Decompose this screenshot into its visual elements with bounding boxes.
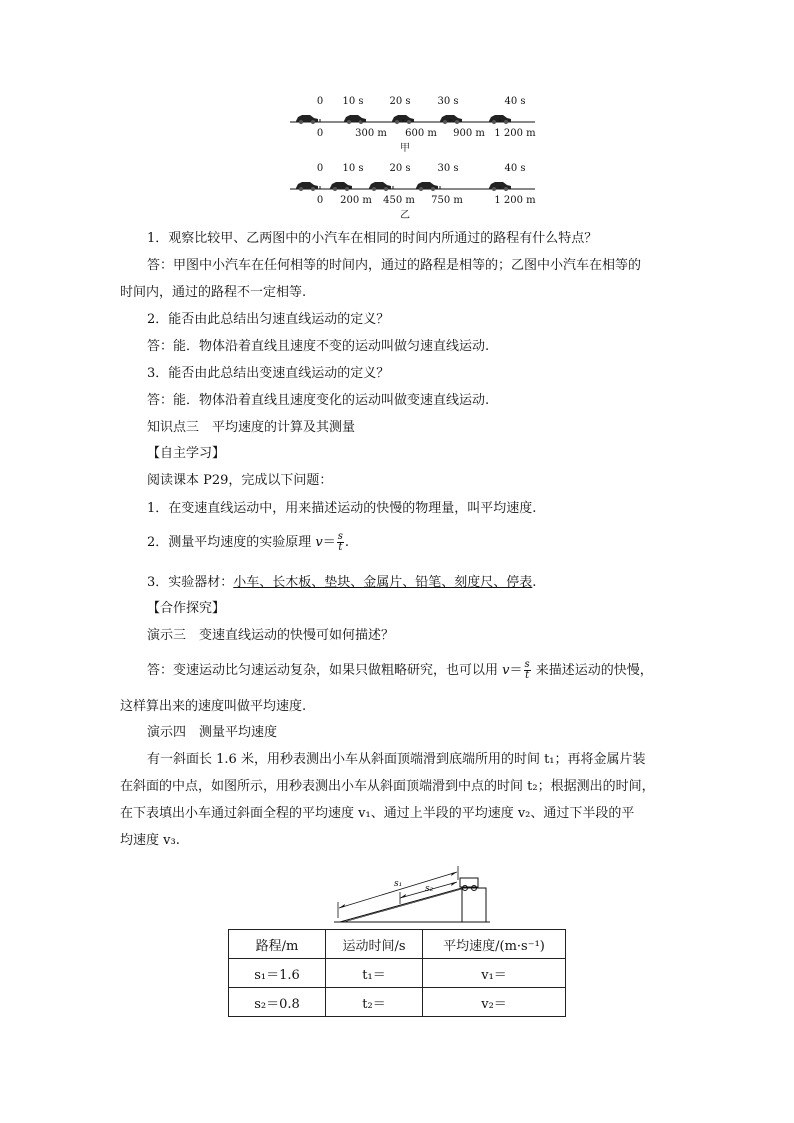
- time-label: 20 s: [389, 163, 411, 174]
- car-icon: [344, 115, 366, 124]
- distance-label: 0: [316, 128, 324, 139]
- table-cell: t₂＝: [326, 988, 423, 1017]
- s2-label: s₂: [425, 884, 434, 894]
- fraction-denominator: t: [525, 670, 530, 681]
- question-2: 2．能否由此总结出匀速直线运动的定义？: [147, 312, 390, 327]
- equals-sign: ＝: [509, 663, 523, 678]
- demo-4-paragraph-line-2: 在斜面的中点，如图所示，用秒表测出小车从斜面顶端滑到中点的时间 t₂；根据测出的时间，: [120, 779, 655, 794]
- time-label: 30 s: [437, 163, 459, 174]
- time-label: 40 s: [504, 163, 526, 174]
- demo-3-title: 演示三 变速直线运动的快慢可如何描述？: [147, 628, 395, 643]
- diagram-caption: 甲: [400, 143, 410, 154]
- time-label: 40 s: [504, 96, 526, 107]
- demo-3-answer-text-end: 来描述运动的快慢，: [531, 663, 653, 678]
- table-cell: s₁＝1.6: [229, 959, 326, 988]
- s1-arrow: [339, 872, 457, 908]
- study-item-3-label: 3．实验器材：: [147, 575, 234, 590]
- motion-diagram-jia: [285, 88, 545, 158]
- distance-label: 0: [316, 195, 324, 206]
- distance-label: 450 m: [383, 195, 415, 206]
- velocity-symbol: v: [315, 535, 323, 550]
- time-label: 10 s: [342, 96, 364, 107]
- car-icon: [296, 115, 318, 124]
- table-cell: t₁＝: [326, 959, 423, 988]
- formula-fraction: [524, 660, 531, 681]
- answer-1-line-1: 答：甲图中小汽车在任何相等的时间内，通过的路程是相等的；乙图中小汽车在相等的: [147, 258, 642, 273]
- distance-label: 300 m: [355, 128, 387, 139]
- column-header: 运动时间/s: [326, 930, 423, 959]
- self-study-heading: 【自主学习】: [147, 446, 226, 461]
- question-1: 1．观察比较甲、乙两图中的小汽车在相同的时间内所通过的路程有什么特点？: [147, 231, 598, 246]
- question-3: 3．能否由此总结出变速直线运动的定义？: [147, 366, 390, 381]
- support-block: [462, 888, 486, 922]
- car-icon: [330, 182, 352, 191]
- cart-icon: [460, 878, 478, 891]
- motion-diagram-yi: [285, 155, 545, 225]
- demo-4-paragraph-line-3: 在下表填出小车通过斜面全程的平均速度 v₁、通过上半段的平均速度 v₂、通过下半段的平: [120, 806, 635, 821]
- table-cell: v₂＝: [423, 988, 566, 1017]
- fraction-denominator: t: [338, 542, 343, 553]
- distance-label: 600 m: [405, 128, 437, 139]
- time-label: 0: [316, 163, 324, 174]
- demo-4-paragraph-line-4: 均速度 v₃.: [120, 833, 180, 848]
- time-label: 10 s: [342, 163, 364, 174]
- inclined-plane-diagram: [332, 858, 492, 926]
- demo-3-answer-text: 答：变速运动比匀速运动复杂，如果只做粗略研究，也可以用: [147, 663, 503, 678]
- period: .: [344, 535, 350, 550]
- diagram-caption: 乙: [400, 210, 410, 221]
- distance-label: 900 m: [453, 128, 485, 139]
- car-icon: [369, 182, 391, 191]
- table-header-row: [229, 930, 566, 959]
- table-row: [229, 988, 566, 1017]
- formula-fraction: [337, 532, 344, 553]
- distance-label: 1 200 m: [494, 195, 536, 206]
- fraction-numerator: s: [524, 659, 530, 670]
- section-title-kp3: 知识点三 平均速度的计算及其测量: [147, 420, 356, 435]
- demo-3-answer-line-1: [147, 658, 707, 684]
- demo-4-title: 演示四 测量平均速度: [147, 725, 278, 740]
- s1-label: s₁: [394, 879, 403, 889]
- reading-instruction: 阅读课本 P29，完成以下问题：: [147, 473, 333, 488]
- demo-3-answer-line-2: 这样算出来的速度叫做平均速度.: [120, 699, 307, 714]
- distance-label: 200 m: [340, 195, 372, 206]
- equals-sign: ＝: [322, 535, 336, 550]
- car-icon: [440, 115, 462, 124]
- fraction-numerator: s: [337, 531, 343, 542]
- time-label: 20 s: [389, 96, 411, 107]
- distance-label: 1 200 m: [494, 128, 536, 139]
- answer-3: 答：能．物体沿着直线且速度变化的运动叫做变速直线运动.: [147, 393, 490, 408]
- answer-1-line-2: 时间内，通过的路程不一定相等.: [120, 285, 307, 300]
- velocity-symbol: v: [502, 663, 510, 678]
- study-item-1: 1．在变速直线运动中，用来描述运动的快慢的物理量，叫平均速度.: [147, 501, 537, 516]
- study-item-3: [147, 570, 707, 596]
- measurement-table: [228, 929, 566, 1017]
- cooperative-heading: 【合作探究】: [147, 601, 226, 616]
- car-icon: [416, 182, 438, 191]
- column-header: 路程/m: [229, 930, 326, 959]
- time-label: 30 s: [437, 96, 459, 107]
- column-header: 平均速度/(m·s⁻¹): [423, 930, 566, 959]
- time-label: 0: [316, 96, 324, 107]
- table-row: [229, 959, 566, 988]
- slope-surface: [340, 888, 462, 922]
- table-cell: v₁＝: [423, 959, 566, 988]
- demo-4-paragraph-line-1: 有一斜面长 1.6 米，用秒表测出小车从斜面顶端滑到底端所用的时间 t₁；再将金属片装: [147, 752, 646, 767]
- period: .: [532, 575, 537, 590]
- study-item-2-text: 2．测量平均速度的实验原理: [147, 535, 316, 550]
- study-item-2: [147, 530, 707, 556]
- table-cell: s₂＝0.8: [229, 988, 326, 1017]
- distance-label: 750 m: [431, 195, 463, 206]
- equipment-list: 小车、长木板、垫块、金属片、铅笔、刻度尺、停表: [233, 575, 533, 590]
- answer-2: 答：能．物体沿着直线且速度不变的运动叫做匀速直线运动.: [147, 339, 490, 354]
- car-icon: [296, 182, 318, 191]
